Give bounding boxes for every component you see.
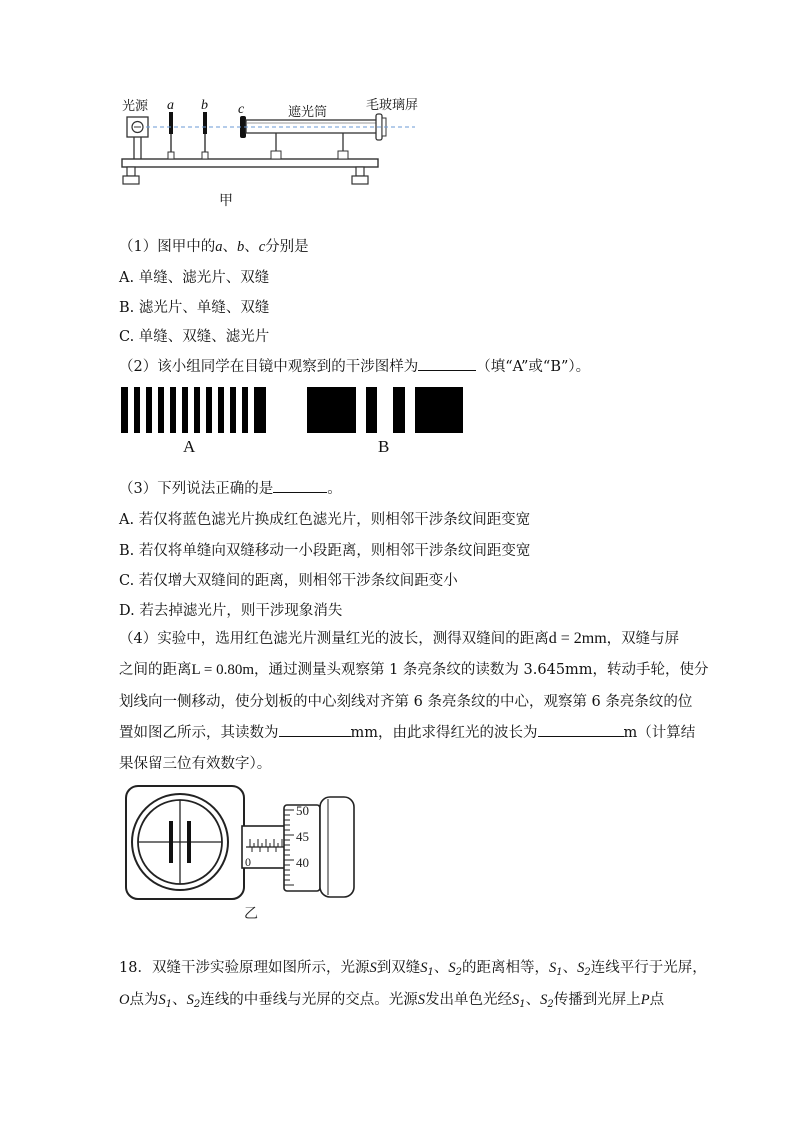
thimble-scale-45: 45 (296, 829, 309, 844)
label-b: b (201, 98, 208, 113)
bench-foot-left-base (123, 176, 139, 184)
q18-line-2: O点为$S_1$、$S_2$连线的中垂线与光屏的交点。光源S发出单色光经$S_1$、$S_2$传播到光屏上P点 (119, 992, 665, 1010)
q3-answer-blank[interactable] (273, 478, 327, 493)
q1-option-b: B. 滤光片、单缝、双缝 (119, 300, 270, 316)
pattern-a-label: A (183, 437, 196, 456)
thimble-scale-50: 50 (296, 803, 309, 818)
optical-bench (122, 159, 378, 167)
q4-line-2: 之间的距离L = 0.80m，通过测量头观察第 1 条亮条纹的读数为 3.645mm，转动手轮，使分 (119, 662, 709, 678)
label-a: a (167, 98, 174, 113)
micrometer-figure (122, 783, 384, 923)
label-screen: 毛玻璃屏 (366, 97, 419, 112)
bright-fringe-right (187, 821, 191, 863)
q2-stem: （2）该小组同学在目镜中观察到的干涉图样为 （填“A”或“B”）。 (119, 355, 590, 376)
label-tube: 遮光筒 (288, 104, 328, 119)
apparatus-figure (110, 92, 470, 220)
thimble-scale-40: 40 (296, 855, 309, 870)
q3-option-b: B. 若仅将单缝向双缝移动一小段距离，则相邻干涉条纹间距变宽 (119, 543, 531, 559)
bench-foot-right (356, 167, 364, 176)
q4-line-3: 划线向一侧移动，使分划板的中心刻线对齐第 6 条亮条纹的中心，观察第 6 条亮条纹的位 (119, 694, 693, 710)
q4-line-5: 果保留三位有效数字）。 (119, 756, 272, 772)
q2-answer-blank[interactable] (418, 356, 476, 371)
pattern-b-label: B (378, 437, 390, 456)
q1-stem: （1）图甲中的a、b、c分别是 (119, 239, 309, 255)
q18-line-1: 18．双缝干涉实验原理如图所示，光源S到双缝$S_1$、$S_2$的距离相等，$S_1$、$S_2$连线平行于光屏， (119, 960, 707, 978)
figure-a-caption: 甲 (219, 194, 233, 209)
label-c: c (238, 102, 245, 117)
pattern-b (307, 387, 463, 433)
q3-stem: （3）下列说法正确的是 。 (119, 477, 342, 498)
q3-option-c: C. 若仅增大双缝间的距离，则相邻干涉条纹间距变小 (119, 573, 458, 589)
bright-fringe-left (169, 821, 173, 863)
q4-reading-blank[interactable] (279, 722, 351, 737)
micrometer-knob (320, 797, 354, 897)
q1-option-c: C. 单缝、双缝、滤光片 (119, 329, 270, 345)
q3-option-d: D. 若去掉滤光片，则干涉现象消失 (119, 603, 343, 619)
figure-b-caption: 乙 (244, 907, 258, 922)
q1-option-a: A. 单缝、滤光片、双缝 (119, 270, 270, 286)
q4-line-4: 置如图乙所示，其读数为 mm，由此求得红光的波长为 m（计算结 (119, 721, 695, 742)
element-b (203, 112, 207, 134)
q4-line-1: （4）实验中，选用红色滤光片测量红光的波长，测得双缝间的距离d = 2mm，双缝与屏 (119, 630, 680, 647)
q3-option-a: A. 若仅将蓝色滤光片换成红色滤光片，则相邻干涉条纹间距变宽 (119, 512, 531, 528)
q4-wavelength-blank[interactable] (538, 722, 624, 737)
q4-L-value: L = 0.80m (191, 662, 254, 678)
label-light-source: 光源 (122, 98, 149, 113)
element-a (169, 112, 173, 134)
pattern-a (121, 387, 266, 433)
bench-foot-right-base (352, 176, 368, 184)
sleeve-scale-0: 0 (245, 855, 251, 869)
q4-d-value: d = 2mm (548, 630, 607, 647)
bench-foot-left (127, 167, 135, 176)
